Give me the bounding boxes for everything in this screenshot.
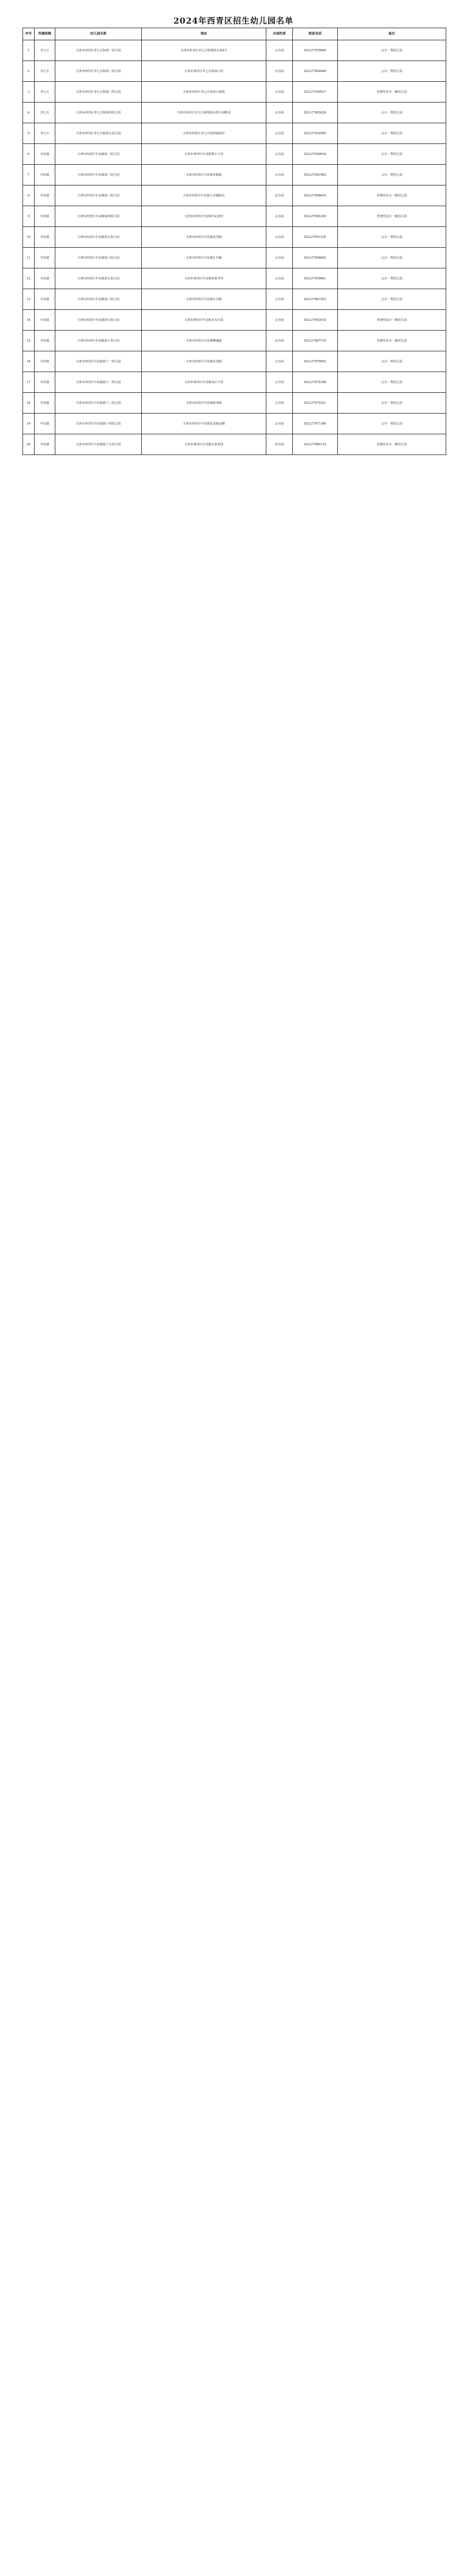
cell-remark: 公办一类幼儿园 [338,268,446,289]
cell-remark: 公办一类幼儿园 [338,227,446,248]
cell-name: 天津市西青区中北镇第四幼儿园 [55,206,142,227]
table-row [23,372,446,393]
cell-type: 公办园 [266,40,293,61]
cell-name: 天津市西青区中北镇第十幼儿园 [55,331,142,351]
cell-name: 天津市西青区中北镇第十三幼儿园 [55,393,142,414]
cell-index: 20 [23,434,35,455]
cell-street: 中北镇 [35,434,55,455]
cell-name: 天津市西青区李七庄街第三幼儿园 [55,82,142,103]
cell-street: 中北镇 [35,185,55,206]
cell-remark: 普惠性民办一级幼儿园 [338,331,446,351]
cell-address: 天津市西青区李七庄街凌口村 [142,61,266,82]
cell-index: 4 [23,103,35,123]
cell-address: 天津市西青区中北镇阜锦道 [142,165,266,185]
cell-index: 1 [23,40,35,61]
cell-index: 12 [23,268,35,289]
cell-index: 13 [23,289,35,310]
cell-remark: 公办一类幼儿园 [338,103,446,123]
cell-name: 天津市西青区李七庄街第二幼儿园 [55,61,142,82]
cell-street: 中北镇 [35,372,55,393]
cell-phone: 022-27959801 [293,268,338,289]
cell-type: 公办园 [266,351,293,372]
cell-remark: 普惠性民办一级幼儿园 [338,206,446,227]
cell-type: 公办园 [266,268,293,289]
cell-remark: 公办一类幼儿园 [338,165,446,185]
cell-street: 李七庄 [35,123,55,144]
cell-name: 天津市西青区中北镇第二幼儿园 [55,165,142,185]
cell-phone: 022-27941002 [293,165,338,185]
table-row [23,123,446,144]
cell-type: 公办园 [266,227,293,248]
cell-street: 中北镇 [35,227,55,248]
cell-remark: 公办一类幼儿园 [338,414,446,434]
cell-remark: 公办一类幼儿园 [338,289,446,310]
cell-index: 19 [23,414,35,434]
cell-phone: 022-27932009 [293,123,338,144]
cell-street: 中北镇 [35,248,55,268]
table-row [23,289,446,310]
cell-address: 天津市西青区中北镇大寺镇附近 [142,185,266,206]
cell-type: 公办园 [266,372,293,393]
cell-street: 中北镇 [35,310,55,331]
cell-index: 8 [23,185,35,206]
cell-address: 天津市西青区李七庄街梨园头第4号 [142,40,266,61]
cell-phone: 022-27956602 [293,248,338,268]
document-title: 2024年西青区招生幼儿园名单 [174,17,293,26]
cell-name: 天津市西青区中北镇第一幼儿园 [55,144,142,165]
table-row [23,206,446,227]
column-header-address: 地址 [142,28,266,40]
cell-name: 天津市西青区中北镇第十五幼儿园 [55,434,142,455]
cell-street: 中北镇 [35,393,55,414]
cell-index: 2 [23,61,35,82]
cell-address: 天津市西青区中北镇星光路北侧 [142,414,266,434]
cell-name: 天津市西青区李七庄街第四幼儿园 [55,103,142,123]
cell-phone: 022-27970042 [293,351,338,372]
cell-phone: 022-27998616 [293,185,338,206]
cell-street: 中北镇 [35,144,55,165]
cell-name: 天津市西青区中北镇第八幼儿园 [55,289,142,310]
column-header-name: 幼儿园名称 [55,28,142,40]
cell-remark: 普惠性民办一级幼儿园 [338,185,446,206]
cell-street: 中北镇 [35,351,55,372]
cell-street: 李七庄 [35,40,55,61]
table-row [23,310,446,331]
cell-type: 公办园 [266,248,293,268]
cell-street: 中北镇 [35,331,55,351]
cell-phone: 022-27979669 [293,40,338,61]
cell-name: 天津市西青区中北镇第十一幼儿园 [55,351,142,372]
table-row [23,40,446,61]
table-row [23,185,446,206]
cell-address: 天津市西青区中北镇汇川路 [142,248,266,268]
cell-type: 公办园 [266,289,293,310]
cell-address: 天津市西青区中北镇高庄子村 [142,372,266,393]
cell-remark: 公办一类幼儿园 [338,61,446,82]
cell-phone: 022-27993626 [293,103,338,123]
cell-index: 7 [23,165,35,185]
cell-type: 公办园 [266,144,293,165]
cell-street: 李七庄 [35,61,55,82]
cell-street: 李七庄 [35,82,55,103]
kindergarten-roster-table [22,28,446,455]
cell-address: 天津市西青区中北镇曹庄子村 [142,144,266,165]
cell-index: 5 [23,123,35,144]
table-row [23,248,446,268]
table-row [23,434,446,455]
column-header-type: 办园性质 [266,28,293,40]
cell-index: 17 [23,372,35,393]
cell-type: 公办园 [266,414,293,434]
cell-address: 天津市西青区中北镇新亚路 [142,393,266,414]
table-row [23,414,446,434]
cell-name: 天津市西青区中北镇第七幼儿园 [55,268,142,289]
table-row [23,393,446,414]
cell-phone: 022-27963018 [293,310,338,331]
cell-phone: 022-27940618 [293,144,338,165]
cell-street: 中北镇 [35,268,55,289]
cell-remark: 普惠性民办一级幼儿园 [338,434,446,455]
cell-phone: 022-27951236 [293,227,338,248]
table-header-row [23,28,446,40]
column-header-street: 所属街镇 [35,28,55,40]
table-body [23,40,446,455]
cell-index: 9 [23,206,35,227]
cell-remark: 普惠性民办一级幼儿园 [338,310,446,331]
cell-remark: 公办一类幼儿园 [338,393,446,414]
cell-address: 天津市西青区中北镇中北斜村 [142,206,266,227]
cell-name: 天津市西青区李七庄街第一幼儿园 [55,40,142,61]
cell-name: 天津市西青区中北镇第九幼儿园 [55,310,142,331]
cell-remark: 公办一类幼儿园 [338,351,446,372]
cell-type: 公办园 [266,61,293,82]
cell-index: 15 [23,331,35,351]
cell-phone: 022-27961503 [293,289,338,310]
cell-type: 公办园 [266,103,293,123]
cell-type: 公办园 [266,393,293,414]
table-row [23,331,446,351]
cell-type: 公办园 [266,123,293,144]
table-row [23,268,446,289]
cell-type: 公办园 [266,310,293,331]
cell-index: 10 [23,227,35,248]
cell-type: 民办园 [266,331,293,351]
cell-type: 民办园 [266,185,293,206]
cell-phone: 022-27945330 [293,206,338,227]
cell-index: 3 [23,82,35,103]
cell-phone: 022-27975521 [293,393,338,414]
cell-type: 公办园 [266,206,293,227]
cell-address: 天津市西青区李七庄街西南角村 [142,123,266,144]
cell-phone: 022-27992606 [293,61,338,82]
cell-phone: 022-27967710 [293,331,338,351]
cell-address: 天津市西青区中北镇水木天成 [142,310,266,331]
cell-type: 公办园 [266,165,293,185]
cell-address: 天津市西青区中北镇柳溪道 [142,331,266,351]
cell-name: 天津市西青区中北镇第十四幼儿园 [55,414,142,434]
column-header-phone: 联系电话 [293,28,338,40]
cell-type: 民办园 [266,434,293,455]
cell-index: 11 [23,248,35,268]
cell-address: 天津市西青区中北镇星光路 [142,227,266,248]
cell-name: 天津市西青区李七庄街第五幼儿园 [55,123,142,144]
cell-name: 天津市西青区中北镇第十二幼儿园 [55,372,142,393]
cell-street: 李七庄 [35,103,55,123]
cell-street: 中北镇 [35,289,55,310]
cell-name: 天津市西青区中北镇第五幼儿园 [55,227,142,248]
cell-remark: 普惠性民办一级幼儿园 [338,82,446,103]
table-row [23,61,446,82]
cell-phone: 022-27980119 [293,434,338,455]
cell-index: 14 [23,310,35,331]
column-header-remark: 备注 [338,28,446,40]
cell-address: 天津市西青区中北镇万卉路 [142,289,266,310]
cell-remark: 公办一类幼儿园 [338,248,446,268]
cell-index: 18 [23,393,35,414]
cell-phone: 022-27930017 [293,82,338,103]
table-row [23,227,446,248]
table-row [23,351,446,372]
cell-index: 16 [23,351,35,372]
cell-street: 中北镇 [35,165,55,185]
table-row [23,103,446,123]
cell-remark: 公办一类幼儿园 [338,123,446,144]
cell-phone: 022-27972358 [293,372,338,393]
cell-remark: 公办一类幼儿园 [338,40,446,61]
cell-address: 天津市西青区李七庄街梨园头幼儿园附近 [142,103,266,123]
cell-type: 公办园 [266,82,293,103]
cell-address: 天津市西青区中北镇宏伟路 [142,351,266,372]
table-row [23,165,446,185]
table-row [23,82,446,103]
cell-street: 中北镇 [35,414,55,434]
cell-address: 天津市西青区中北镇西姜井村 [142,268,266,289]
table-row [23,144,446,165]
cell-remark: 公办一类幼儿园 [338,144,446,165]
column-header-index: 序号 [23,28,35,40]
cell-remark: 公办一类幼儿园 [338,372,446,393]
cell-street: 中北镇 [35,206,55,227]
cell-address: 天津市西青区中北镇永泰花园 [142,434,266,455]
cell-phone: 022-27977306 [293,414,338,434]
cell-name: 天津市西青区中北镇第六幼儿园 [55,248,142,268]
cell-address: 天津市西青区李七庄街凌口南院 [142,82,266,103]
cell-index: 6 [23,144,35,165]
cell-name: 天津市西青区中北镇第三幼儿园 [55,185,142,206]
